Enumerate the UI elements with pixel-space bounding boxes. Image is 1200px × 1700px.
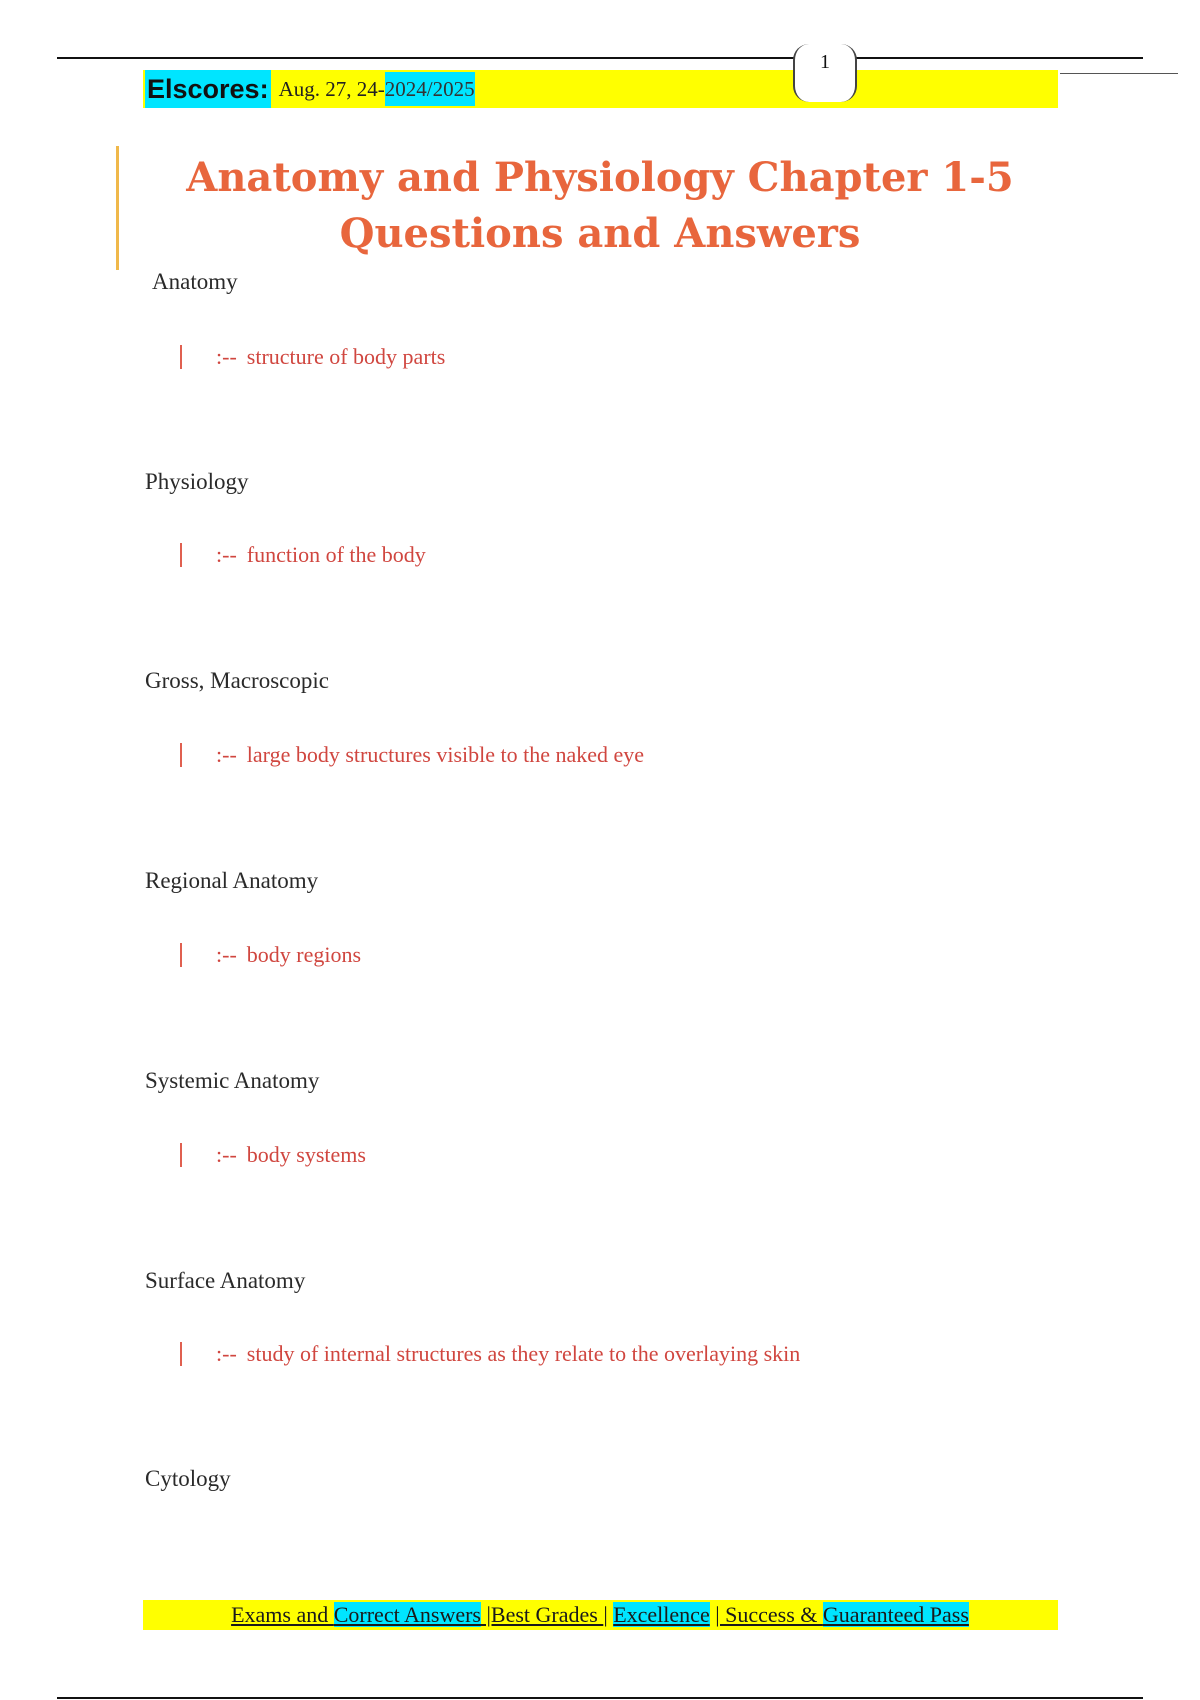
answer-marker — [180, 345, 182, 369]
answer-marker — [180, 943, 182, 967]
title-line-1: Anatomy and Physiology Chapter 1-5 — [186, 154, 1014, 201]
title-accent-bar — [116, 146, 119, 270]
answer-text: body regions — [246, 942, 362, 967]
answer-text: large body structures visible to the naked eye — [246, 742, 645, 767]
footer-best-grades: |Best Grades — [480, 1602, 604, 1627]
term-cytology: Cytology — [145, 1466, 231, 1491]
page-title — [150, 150, 1050, 262]
footer-success: | Success & — [715, 1602, 823, 1627]
answer-text: function of the body — [246, 542, 426, 567]
answer-regional-anatomy — [180, 942, 361, 968]
top-rule-extension — [1060, 73, 1178, 74]
answer-prefix: :-- — [216, 1142, 237, 1167]
answer-physiology — [180, 542, 426, 568]
footer-correct-answers: Correct Answers — [333, 1602, 481, 1627]
answer-text: body systems — [246, 1142, 366, 1167]
bottom-rule — [57, 1697, 1143, 1699]
answer-prefix: :-- — [216, 942, 237, 967]
top-rule — [57, 57, 1143, 59]
answer-gross-macroscopic — [180, 742, 644, 768]
brand-label: Elscores: — [145, 70, 271, 108]
page-number: 1 — [793, 44, 857, 102]
answer-prefix: :-- — [216, 542, 237, 567]
answer-marker — [180, 743, 182, 767]
footer-guaranteed-pass: Guaranteed Pass — [822, 1602, 969, 1627]
term-surface-anatomy: Surface Anatomy — [145, 1268, 306, 1293]
answer-surface-anatomy — [180, 1341, 800, 1367]
answer-prefix: :-- — [216, 344, 237, 369]
footer-separator: | — [603, 1602, 608, 1627]
footer — [0, 1600, 1200, 1630]
answer-text: study of internal structures as they relate to the overlaying skin — [246, 1341, 801, 1366]
answer-prefix: :-- — [216, 742, 237, 767]
answer-anatomy — [180, 344, 445, 370]
header-year: 2024/2025 — [385, 72, 475, 106]
term-systemic-anatomy: Systemic Anatomy — [145, 1068, 320, 1093]
term-gross-macroscopic: Gross, Macroscopic — [145, 668, 329, 693]
term-regional-anatomy: Regional Anatomy — [145, 868, 319, 893]
footer-exams: Exams and — [231, 1602, 334, 1627]
header-date: Aug. 27, 24- — [278, 77, 385, 101]
answer-prefix: :-- — [216, 1341, 237, 1366]
header — [145, 70, 475, 108]
answer-text: structure of body parts — [246, 344, 446, 369]
answer-marker — [180, 1143, 182, 1167]
term-anatomy: Anatomy — [152, 269, 238, 294]
answer-systemic-anatomy — [180, 1142, 366, 1168]
answer-marker — [180, 543, 182, 567]
term-physiology: Physiology — [145, 469, 249, 494]
title-line-2: Questions and Answers — [339, 210, 861, 257]
footer-excellence: Excellence — [613, 1602, 710, 1627]
answer-marker — [180, 1342, 182, 1366]
